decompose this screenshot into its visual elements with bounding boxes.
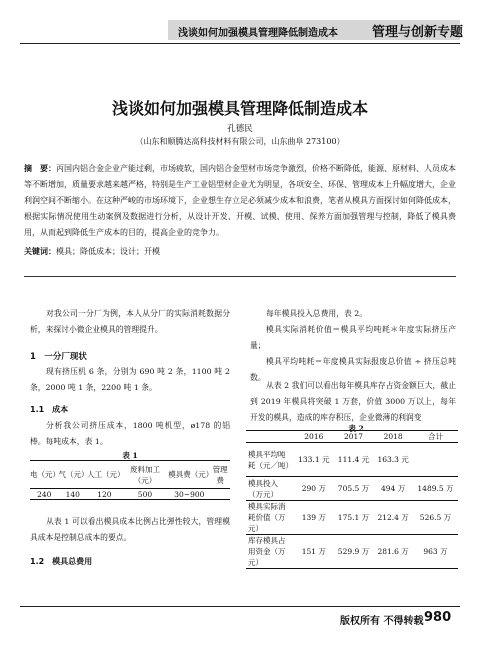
table2-cell: 139 万 [294,501,334,535]
table2-cell: 290 万 [294,477,334,501]
table2-header: 合计 [413,431,458,443]
footer-rights: 版权所有 不得转载 [340,616,424,627]
table2-row-label: 模具投入（万元） [246,477,294,501]
article-title: 浅谈如何加强模具管理降低制造成本 [111,99,368,118]
page-number: 980 [424,610,452,625]
mold-cost-table [246,430,458,569]
table2-header: 2018 [373,431,413,443]
table2-cell: 963 万 [413,535,458,569]
keywords-text: 模具；降低成本；设计；开模 [56,247,160,256]
table1-cell [210,489,230,500]
table1-cell: 120 [87,489,122,500]
table2-cell: 281.6 万 [373,535,413,569]
table2-cell: 212.4 万 [373,501,413,535]
section-heading-1-1: 1.1 成本 [30,405,69,414]
header-rule [20,43,460,44]
keywords-label: 关键词： [24,247,56,256]
section-heading-1: 1 一分厂现状 [30,352,87,362]
table2-cell: 175.1 万 [334,501,374,535]
table1-cell: 240 [30,489,59,500]
section-1-1-text: 分析我公司挤压成本，1800 吨机型，ø178 的铝棒。每吨成本，表 1。 [30,421,230,446]
table2-row-label: 库存模具占用资金（万元） [246,535,294,569]
section-heading-1-2: 1.2 模具总费用 [30,557,93,566]
table2-header: 2016 [294,431,334,443]
table2-cell: 529.9 万 [334,535,374,569]
table2-header [246,431,294,443]
table1-header: 管理费 [210,461,230,489]
table2-cell: 111.4 元 [334,443,374,477]
right-paragraph-1: 每年模具投入总费用，表 2。 [266,309,368,318]
table1-caption: 表 1 [122,451,138,460]
formula-2: 模具平均吨耗＝年度模具实际报废总价值 ÷ 挤压总吨数。 [250,357,456,382]
table1-header: 人工（元） [87,461,122,489]
article-affiliation: （山东和顺腾达高科技材料有限公司，山东曲阜 273100） [135,137,345,146]
table2-header: 2017 [334,431,374,443]
abstract-text: 丙国内铝合金企业产能过剩，市场疲软，国内铝合金型材市场竞争激烈，价格不断降低，能源、原材料、人员成本等不断增加，质量要求越来越严格，特别是生产工业铝型材企业尤为明显，各项安全、环保、管理成本上升幅度增大，企业利润空间不断缩小。在这种严峻的市场环境下，企业想生存立足必须减少成本和浪费，笔者从模具方面探讨如何降低成本，根据实际情况使用生动案例及数据进行分析，从设计开发、开模、试模、使用、保养方面加强管理与控制，降低了模具费用，从而起到降低生产成本的目的，提高企业的竞争力。 [24,164,456,237]
running-title: 浅谈如何加强模具管理降低制造成本 [178,28,338,39]
table2-cell: 151 万 [294,535,334,569]
article-author: 孔德民 [227,124,253,134]
table1-cell: 30~900 [168,489,210,500]
section-1-text: 现有挤压机 6 条，分别为 690 吨 2 条，1100 吨 2 条，2000 吨 1 条，2200 吨 1 条。 [30,367,230,392]
table2-row-label: 模具平均吨耗（元／吨） [246,443,294,477]
table2-cell: 1489.5 万 [413,477,458,501]
abstract-divider [24,276,456,277]
column-name: 管理与创新专题 [372,25,464,40]
table2-cell: 133.1 元 [294,443,334,477]
table2-row-label: 模具实际消耗价值（万元） [246,501,294,535]
abstract-label: 摘 要： [24,164,56,173]
table2-cell: 494 万 [373,477,413,501]
keywords [24,246,456,257]
intro-paragraph: 对我公司一分厂为例，本人从分厂的实际消耗数据分析，来探讨小微企业模具的管理提升。 [30,309,230,334]
table2-cell [413,443,458,477]
right-paragraph-2: 从表 2 我们可以看出每年模具库存占资金额巨大，截止到 2019 年模具将突破 1 万套，价值 3000 万以上，每年开发的模具，造成的库存积压，企业微薄的利润变 [250,381,456,422]
formula-1: 模具实际消耗价值＝模具平均吨耗＊年度实际挤压产量； [250,325,456,350]
table2-caption: 表 2 [348,424,364,433]
footer-rule [20,606,460,607]
table1-cell: 140 [59,489,88,500]
table2-cell: 526.5 万 [413,501,458,535]
table1-cell: 500 [122,489,169,500]
table1-header: 废料加工（元） [122,461,169,489]
cost-table [30,460,230,500]
abstract [24,161,456,241]
table1-header: 电（元） [30,461,59,489]
table2-cell: 705.5 万 [334,477,374,501]
table1-header: 气（元） [59,461,88,489]
table1-header: 模具费（元） [168,461,210,489]
after-table-paragraph: 从表 1 可以看出模具成本比例占比弹性较大，管理模具成本是控制总成本的要点。 [30,517,230,542]
table2-cell: 163.3 元 [373,443,413,477]
